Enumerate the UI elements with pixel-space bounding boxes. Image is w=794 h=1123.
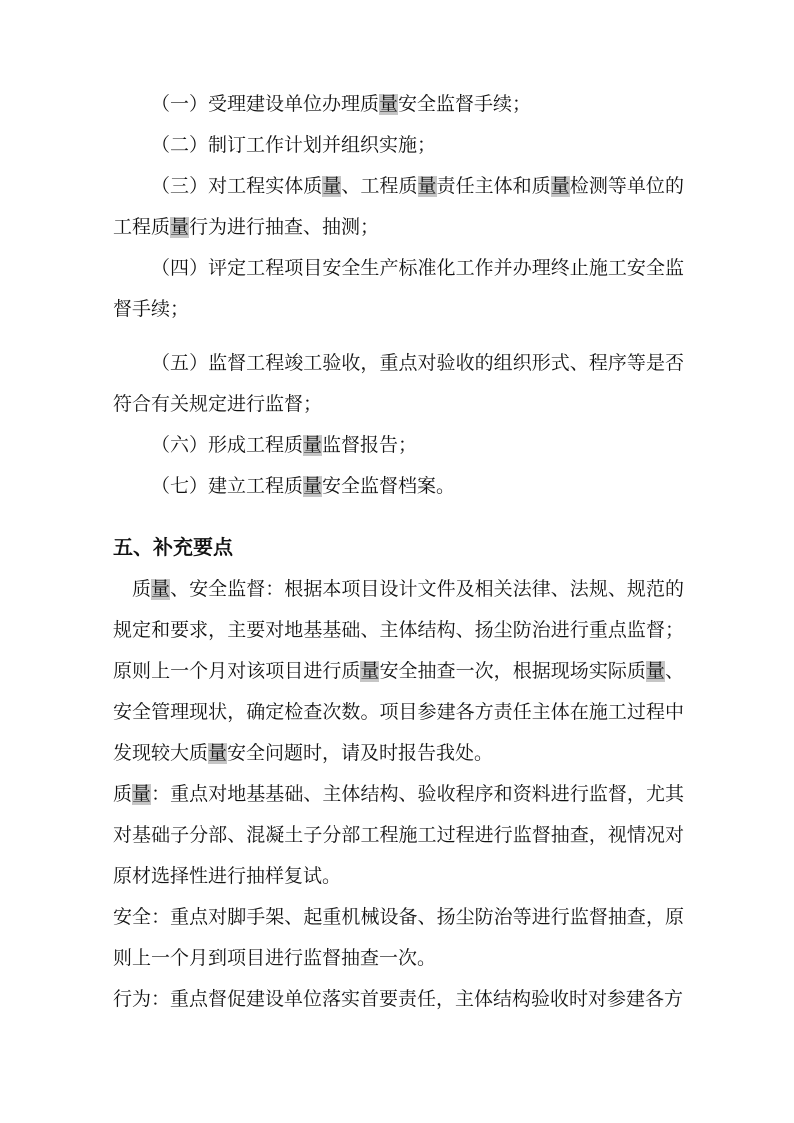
list-item-7: （七）建立工程质量安全监督档案。 [151, 476, 456, 497]
list-item-3: （三）对工程实体质量、工程质量责任主体和质量检测等单位的工程质量行为进行抽查、抽测； [113, 176, 684, 238]
shaded-character: 量 [379, 94, 399, 115]
list-item-5: （五）监督工程竣工验收，重点对验收的组织形式、程序等是否符合有关规定进行监督； [113, 353, 684, 415]
section-heading: 五、补充要点 [113, 537, 233, 559]
shaded-character: 量 [417, 176, 437, 197]
shaded-character: 量 [303, 476, 323, 497]
paragraph-quality-safety-supervision: 质量、安全监督：根据本项目设计文件及相关法律、法规、规范的规定和要求，主要对地基基础、主体结构、扬尘防治进行重点监督；原则上一个月对该项目进行质量安全抽查一次，根据现场实际质量、安全管理现状，确定检查次数。项目参建各方责任主体在施工过程中发现较大质量安全问题时，请及时报告我处。 [113, 579, 684, 764]
shaded-character: 量 [322, 176, 342, 197]
list-item-6: （六）形成工程质量监督报告； [151, 435, 418, 456]
shaded-character: 量 [170, 217, 190, 238]
paragraph-safety: 安全：重点对脚手架、起重机械设备、扬尘防治等进行监督抽查，原则上一个月到项目进行监督抽查一次。 [113, 907, 684, 969]
shaded-character: 量 [360, 661, 380, 682]
shaded-character: 量 [303, 435, 323, 456]
paragraph-behavior: 行为：重点督促建设单位落实首要责任，主体结构验收时对参建各方 [113, 989, 684, 1010]
shaded-character: 量 [645, 661, 665, 682]
list-item-4: （四）评定工程项目安全生产标准化工作并办理终止施工安全监督手续； [113, 258, 684, 320]
paragraph-quality: 质量：重点对地基基础、主体结构、验收程序和资料进行监督，尤其对基础子分部、混凝土子分部工程施工过程进行监督抽查，视情况对原材选择性进行抽样复试。 [113, 784, 684, 887]
list-item-1: （一）受理建设单位办理质量安全监督手续； [151, 94, 532, 115]
document-page [113, 84, 684, 1020]
shaded-character: 量 [550, 176, 570, 197]
shaded-character: 量 [151, 579, 171, 600]
shaded-character: 量 [132, 784, 152, 805]
shaded-character: 量 [208, 743, 228, 764]
list-item-2: （二）制订工作计划并组织实施； [151, 135, 437, 156]
